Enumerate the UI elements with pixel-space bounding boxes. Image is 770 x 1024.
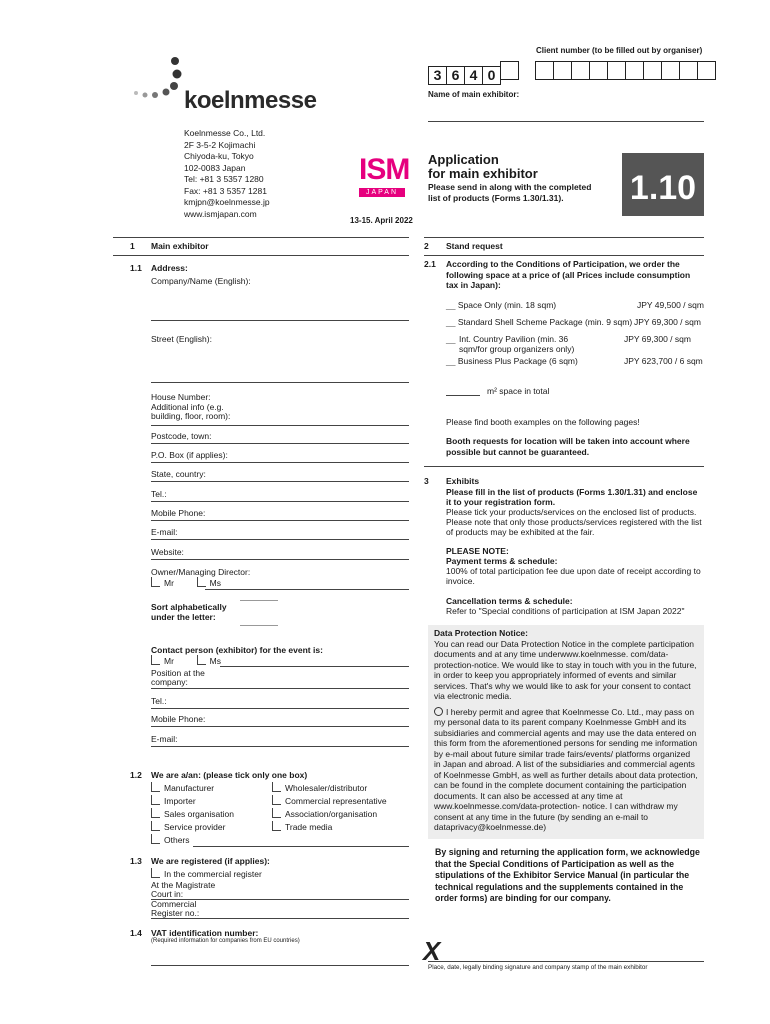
section-1-3-title: We are registered (if applies): [151, 856, 270, 866]
website-label: Website: [151, 547, 184, 557]
option-price: JPY 69,300 / sqm [634, 317, 701, 327]
email-label: E-mail: [151, 734, 178, 744]
house-number-label: House Number: [151, 392, 211, 402]
stand-intro: According to the Conditions of Participation, we order the following space at a price of (all Prices include consumption tax in Japan): [446, 259, 691, 290]
koelnmesse-logo: koelnmesse [184, 87, 317, 114]
state-label: State, country: [151, 469, 206, 479]
type-option[interactable] [272, 782, 387, 795]
exhibits-text: Please tick your products/services on the enclosed list of products. Please note that only those products/services registered with the list of products may be exhibited at the fair. [446, 507, 702, 537]
tel-field[interactable] [151, 489, 409, 502]
booth-examples: Please find booth examples on the following pages! [446, 417, 640, 427]
tel-label: Tel.: [151, 489, 167, 499]
option-price: JPY 623,700 / 6 sqm [624, 356, 703, 366]
signature-label: Place, date, legally binding signature and company stamp of the main exhibitor [428, 964, 648, 971]
mr-label: Mr [164, 578, 174, 588]
blank-line[interactable]: __ [446, 317, 456, 327]
owner-label: Owner/Managing Director: [151, 567, 251, 577]
data-protection-text: You can read our Data Protection Notice in the complete participation documents and at any time underwww.koelnmesse. com/data-protection-notice. We would like to stay in touch with you in the future, in order to keep you appropriately informed of events and similar services. That's why we would like to ask for your consent to contact via electronic media. [434, 638, 697, 702]
address-line: Chiyoda-ku, Tokyo [184, 151, 254, 161]
checkbox[interactable] [272, 808, 281, 818]
option-label: Space Only (min. 18 sqm) [457, 300, 557, 310]
checkbox[interactable] [151, 795, 160, 805]
address-line: Fax: +81 3 5357 1281 [184, 185, 267, 196]
vat-field[interactable] [151, 965, 409, 966]
option-label: Business Plus Package (6 sqm) [457, 356, 578, 366]
stand-option[interactable] [446, 317, 706, 328]
contact-ms-checkbox[interactable] [197, 655, 206, 665]
commercial-register-option[interactable] [151, 868, 262, 880]
title-line: for main exhibitor [428, 166, 538, 181]
koelnmesse-logo-dots [128, 55, 188, 105]
tel-label: Tel.: [151, 696, 167, 706]
section-2-num: 2 [424, 241, 429, 251]
checkbox[interactable] [151, 821, 160, 831]
type-options-right [272, 782, 387, 834]
type-option[interactable] [151, 808, 234, 821]
mobile-field[interactable] [151, 508, 409, 521]
checkbox[interactable] [272, 821, 281, 831]
section-3-num: 3 [424, 476, 429, 486]
state-field[interactable] [151, 469, 409, 482]
mobile-label: Mobile Phone: [151, 508, 206, 518]
form-number-badge: 1.10 [622, 153, 704, 216]
additional-info-field[interactable] [151, 425, 409, 426]
type-option[interactable] [151, 782, 234, 795]
client-digit-empty[interactable] [500, 61, 519, 80]
checkbox[interactable] [151, 834, 160, 844]
ms-label: Ms [209, 656, 222, 666]
address-line: Tel: +81 3 5357 1280 [184, 174, 264, 184]
type-option[interactable] [272, 821, 387, 834]
booth-requests: Booth requests for location will be taken into account where possible but cannot be guaranteed. [446, 436, 690, 457]
signing-statement: By signing and returning the application form, we acknowledge that the Special Conditions of Participation as well as the stipulations of the Exhibitor Service Manual (in particular the technical regulations and the supplements contained in the order forms) are binding for our company. [435, 847, 700, 903]
please-note: PLEASE NOTE: [446, 546, 509, 556]
divider [113, 255, 409, 256]
additional-info-label: Additional info (e.g. building, floor, room): [151, 402, 231, 421]
type-label: Association/organisation [285, 809, 378, 819]
blank-line[interactable]: __ [446, 356, 456, 366]
address-line: 2F 3-5-2 Kojimachi [184, 139, 256, 150]
section-1-3-num: 1.3 [130, 856, 142, 866]
stand-option[interactable] [446, 356, 706, 367]
cancel-title: Cancellation terms & schedule: [446, 596, 573, 606]
type-label: Service provider [164, 822, 226, 832]
company-field[interactable] [151, 320, 409, 321]
position-field[interactable] [151, 688, 409, 689]
contact-tel-field[interactable] [151, 696, 409, 709]
type-option[interactable] [151, 795, 234, 808]
contact-salutation [151, 655, 221, 667]
street-field[interactable] [151, 382, 409, 383]
address-line: www.ismjapan.com [184, 208, 257, 219]
mobile-label: Mobile Phone: [151, 714, 206, 724]
cancel-text: Refer to "Special conditions of participation at ISM Japan 2022" [446, 606, 685, 616]
section-1-num: 1 [130, 241, 135, 251]
data-protection-box [428, 625, 704, 839]
sort-label: Sort alphabetically under the letter: [151, 602, 227, 622]
type-label: Trade media [285, 822, 333, 832]
payment-title: Payment terms & schedule: [446, 556, 558, 566]
address-label: Address: [151, 263, 188, 273]
checkbox[interactable] [151, 868, 160, 878]
type-label: Wholesaler/distributor [285, 783, 368, 793]
ism-japan-logo [359, 153, 410, 210]
contact-field[interactable] [220, 666, 409, 667]
client-number-empty-boxes[interactable] [535, 61, 715, 83]
magistrate-label: At the Magistrate Court in: [151, 880, 216, 899]
company-label: Company/Name (English): [151, 276, 251, 286]
type-label: Manufacturer [164, 783, 215, 793]
title-line: Application [428, 152, 499, 167]
client-digit: 3 [428, 66, 447, 85]
option-price: JPY 49,500 / sqm [637, 300, 704, 310]
register-no-field[interactable] [151, 918, 409, 919]
type-option[interactable] [272, 808, 387, 821]
type-label: Importer [164, 796, 196, 806]
others-field[interactable] [193, 846, 409, 847]
commercial-register-label: In the commercial register [164, 869, 262, 879]
ism-logo-japan: JAPAN [359, 188, 405, 197]
vat-note: (Required information for companies from EU countries) [151, 938, 300, 944]
main-exhibitor-name-label: Name of main exhibitor: [428, 90, 520, 99]
data-protection-consent[interactable] [434, 707, 698, 833]
email-label: E-mail: [151, 527, 178, 537]
contact-mr-checkbox[interactable] [151, 655, 160, 665]
sort-field-top [240, 600, 278, 601]
type-option[interactable] [151, 821, 234, 834]
checkbox[interactable] [272, 782, 281, 792]
postcode-label: Postcode, town: [151, 431, 212, 441]
divider [424, 255, 704, 256]
divider [424, 237, 704, 238]
street-label: Street (English): [151, 334, 212, 344]
stand-option[interactable] [446, 334, 706, 354]
application-subtitle: Please send in along with the completed list of products (Forms 1.30/1.31). [428, 182, 592, 203]
main-exhibitor-name-line[interactable] [428, 121, 704, 122]
application-title [428, 153, 538, 181]
section-2-title: Stand request [446, 241, 503, 251]
checkbox[interactable] [151, 782, 160, 792]
event-dates: 13-15. April 2022 [350, 216, 413, 225]
option-price: JPY 69,300 / sqm [624, 334, 691, 344]
type-label: Commercial representative [285, 796, 387, 806]
type-label: Sales organisation [164, 809, 234, 819]
address-line: 102-0083 Japan [184, 162, 246, 173]
address-line: kmjpn@koelnmesse.jp [184, 197, 270, 207]
po-box-label: P.O. Box (if applies): [151, 450, 228, 460]
consent-checkbox[interactable] [434, 707, 443, 716]
data-protection-title: Data Protection Notice: [434, 628, 528, 638]
checkbox[interactable] [151, 808, 160, 818]
section-1-title: Main exhibitor [151, 241, 209, 251]
contact-mobile-field[interactable] [151, 714, 409, 727]
ms-label: Ms [209, 578, 222, 588]
website-field[interactable] [151, 547, 409, 560]
option-label: Int. Country Pavilion (min. 36 sqm/for group organizers only) [459, 334, 575, 354]
email-field[interactable] [151, 527, 409, 540]
client-digit: 6 [446, 66, 465, 85]
contact-label: Contact person (exhibitor) for the event is: [151, 645, 323, 655]
type-label: Others [164, 835, 190, 845]
space-total-label: m² space in total [487, 386, 550, 396]
address-line: Koelnmesse Co., Ltd. [184, 128, 266, 138]
owner-salutation [151, 577, 221, 589]
section-2-1-num: 2.1 [424, 259, 436, 269]
position-label: Position at the company: [151, 668, 205, 687]
contact-email-field[interactable] [151, 734, 409, 747]
blank-line[interactable]: __ [446, 300, 456, 310]
consent-text: I hereby permit and agree that Koelnmesse Co. Ltd., may pass on my personal data to its parent company Koelnmesse GmbH and its subsidiaries and commercial agents and may use the data entered on this form from the aforementioned persons for sending me information by e-mail about future similar trade fairs/events/ platforms organized in Japan and abroad. A list of the subsidiaries and commercial agents of Koelnmesse GmbH, as well as further details about data protection, can be found in the complete document containing the participation documents. It can also be accessed at any time at www.koelnmesse.com/data-protection- notice. I can withdraw my consent at any time in the future (by sending an e-mail to dataprivacy@koelnmesse.de) [434, 706, 698, 833]
exhibits-instruction: Please fill in the list of products (Forms 1.30/1.31) and enclose it to your registration form. [446, 487, 698, 507]
signature-x-mark: X [423, 936, 441, 966]
section-1-4-num: 1.4 [130, 928, 142, 938]
owner-field[interactable] [205, 589, 409, 590]
client-number-boxes [428, 61, 518, 85]
signature-field[interactable] [428, 961, 704, 962]
organiser-address [184, 128, 270, 220]
checkbox[interactable] [272, 795, 281, 805]
client-digit: 4 [464, 66, 483, 85]
mr-checkbox[interactable] [151, 577, 160, 587]
space-total-field[interactable] [446, 395, 480, 396]
divider [113, 237, 409, 238]
postcode-field[interactable] [151, 431, 409, 444]
option-label: Standard Shell Scheme Package (min. 9 sqm) [457, 317, 633, 327]
section-3-title: Exhibits [446, 476, 480, 486]
blank-line[interactable]: __ [446, 334, 456, 344]
po-box-field[interactable] [151, 450, 409, 463]
sort-field[interactable] [240, 625, 278, 626]
stand-option[interactable] [446, 300, 706, 311]
client-digit: 0 [482, 66, 501, 85]
divider [424, 466, 704, 467]
ms-checkbox[interactable] [197, 577, 206, 587]
register-no-label: Commercial Register no.: [151, 899, 200, 918]
payment-text: 100% of total participation fee due upon date of receipt according to invoice. [446, 566, 701, 586]
type-option[interactable] [272, 795, 387, 808]
client-number-label: Client number (to be filled out by organiser) [536, 46, 703, 55]
ism-logo-text: ISM [359, 153, 410, 186]
section-1-4-title: VAT identification number: [151, 928, 259, 938]
section-1-2-title: We are a/an: (please tick only one box) [151, 770, 308, 780]
mr-label: Mr [164, 656, 174, 666]
section-1-1-num: 1.1 [130, 263, 142, 273]
type-options-left [151, 782, 234, 847]
section-1-2-num: 1.2 [130, 770, 142, 780]
